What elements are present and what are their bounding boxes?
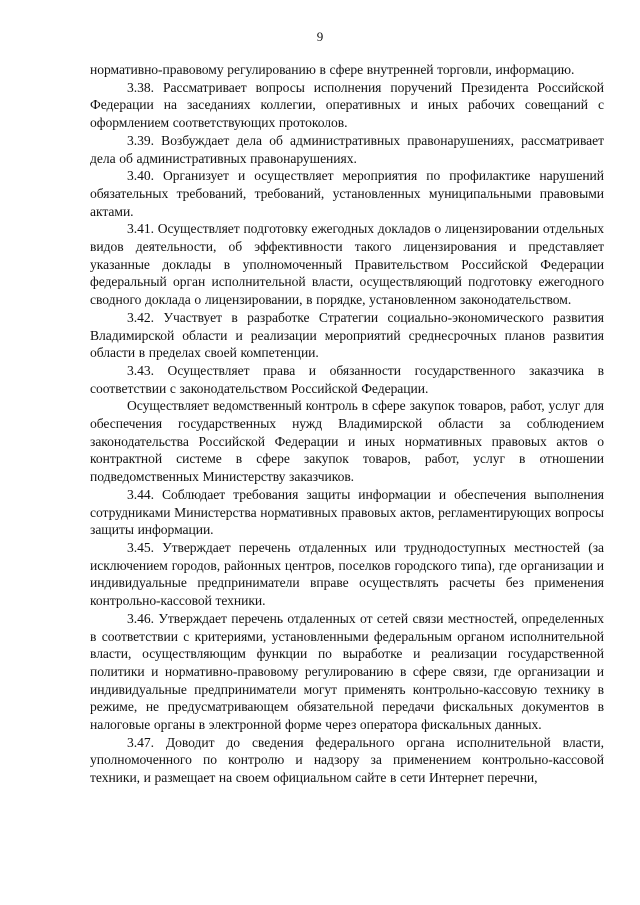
paragraph-continuation <box>90 61 604 79</box>
paragraph-number: 3.39. <box>127 132 154 148</box>
document-body <box>90 61 604 787</box>
paragraph-3-41 <box>90 220 604 309</box>
page-number: 9 <box>316 29 324 44</box>
paragraph-text: Осуществляет права и обязанности государственного заказчика в соответствии с законодательством Российской Федерации. <box>90 362 604 396</box>
paragraph-3-44 <box>90 486 604 539</box>
paragraph-3-38 <box>90 79 604 132</box>
paragraph-text: Возбуждает дела об административных правонарушениях, рассматривает дела об административных правонарушениях. <box>90 132 604 166</box>
paragraph-text: Утверждает перечень отдаленных от сетей связи местностей, определенных в соответствии с критериями, установленными федеральным органом исполнительной власти, осуществляющим функции по выработке и реализации государственной политики и нормативно-правовому регулированию в сфере связи, где организации и индивидуальные предприниматели могут применять контрольно-кассовую технику в режиме, не предусматривающем обязательной передачи фискальных документов в налоговые органы в электронной форме через оператора фискальных данных. <box>90 610 604 733</box>
paragraph-text: Доводит до сведения федерального органа исполнительной власти, уполномоченного по контролю и надзору за применением контрольно-кассовой техники, и размещает на своем официальном сайте в сети Интернет перечни, <box>90 734 604 786</box>
paragraph-3-45 <box>90 539 604 610</box>
paragraph-text: Соблюдает требования защиты информации и обеспечения выполнения сотрудниками Министерства нормативных правовых актов, регламентирующих вопросы защиты информации. <box>90 486 604 538</box>
paragraph-3-43-continued <box>90 397 604 486</box>
paragraph-3-46 <box>90 610 604 734</box>
paragraph-3-40 <box>90 167 604 220</box>
paragraph-number: 3.42. <box>127 309 154 325</box>
paragraph-number: 3.38. <box>127 79 154 95</box>
paragraph-number: 3.40. <box>127 168 154 184</box>
paragraph-text: Организует и осуществляет мероприятия по профилактике нарушений обязательных требований, требований, установленных муниципальными правовыми актами. <box>90 168 604 219</box>
paragraph-text: Утверждает перечень отдаленных или труднодоступных местностей (за исключением городов, районных центров, поселков городского типа), где организации и индивидуальные предприниматели вправе осуществлять расчеты без применения контрольно-кассовой техники. <box>90 539 604 609</box>
paragraph-text: нормативно-правовому регулированию в сфере внутренней торговли, информацию. <box>90 62 575 77</box>
paragraph-3-43 <box>90 362 604 397</box>
paragraph-number: 3.46. <box>127 610 154 626</box>
paragraph-3-42 <box>90 309 604 362</box>
paragraph-number: 3.47. <box>127 734 154 750</box>
paragraph-number: 3.45. <box>127 539 154 555</box>
paragraph-text: Осуществляет ведомственный контроль в сфере закупок товаров, работ, услуг для обеспечения государственных нужд Владимирской области за соблюдением законодательства Российской Федерации и иных нормативных правовых актов о контрактной системе в сфере закупок товаров, работ, услуг в отношении подведомственных Министерству заказчиков. <box>90 398 604 485</box>
paragraph-number: 3.43. <box>127 362 154 378</box>
paragraph-3-39 <box>90 132 604 167</box>
paragraph-3-47 <box>90 734 604 787</box>
paragraph-text: Рассматривает вопросы исполнения поручений Президента Российской Федерации на заседаниях коллегии, оперативных и иных рабочих совещаний с оформлением соответствующих протоколов. <box>90 79 604 131</box>
paragraph-number: 3.44. <box>127 486 154 502</box>
paragraph-text: Осуществляет подготовку ежегодных докладов о лицензировании отдельных видов деятельности, об эффективности такого лицензирования и представляет указанные доклады в уполномоченный Правительством Российской Федерации федеральный орган исполнительной власти, осуществляющий подготовку ежегодного сводного доклада о лицензировании, в порядке, установленном законодательством. <box>90 221 604 308</box>
paragraph-text: Участвует в разработке Стратегии социально-экономического развития Владимирской области и реализации мероприятий среднесрочных планов развития области в пределах своей компетенции. <box>90 309 604 361</box>
paragraph-number: 3.41. <box>127 221 154 237</box>
